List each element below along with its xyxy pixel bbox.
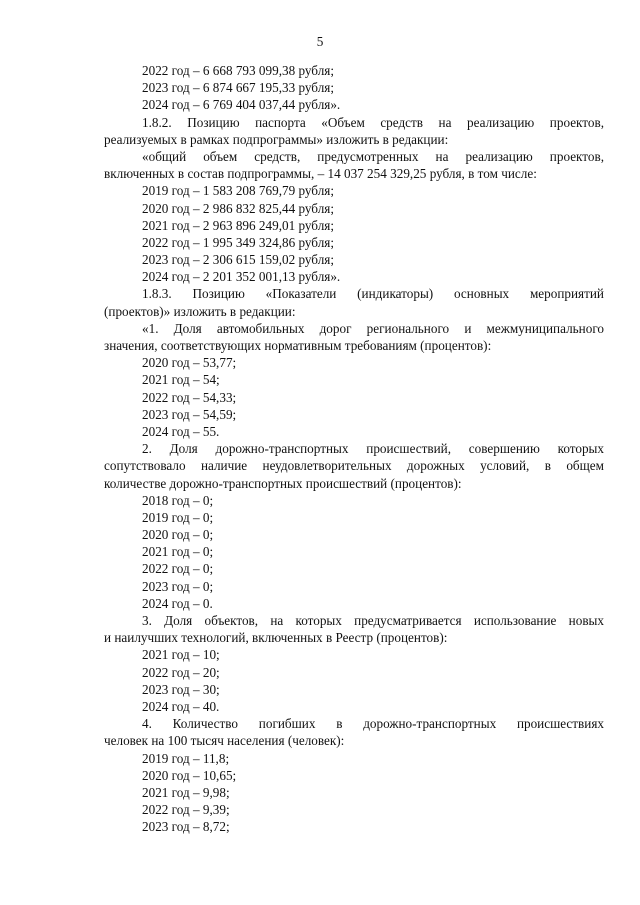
- text-line: «1. Доля автомобильных дорог регионального и межмуниципального: [142, 320, 604, 336]
- text-line: 4. Количество погибших в дорожно-транспортных происшествиях: [142, 716, 604, 732]
- text-line: 2023 год – 30;: [142, 681, 220, 697]
- text-line: включенных в состав подпрограммы, – 14 037 254 329,25 рубля, в том числе:: [104, 166, 537, 182]
- text-line: 2024 год – 0.: [142, 595, 213, 611]
- text-line: 2021 год – 9,98;: [142, 784, 230, 800]
- text-line: человек на 100 тысяч населения (человек):: [104, 733, 345, 749]
- text-line: 3. Доля объектов, на которых предусматривается использование новых: [142, 613, 604, 628]
- text-line: 2022 год – 6 668 793 099,38 рубля;: [142, 63, 335, 78]
- text-line: значения, соответствующих нормативным требованиям (процентов):: [104, 338, 492, 353]
- text-line: сопутствовало наличие неудовлетворительных дорожных условий, в общем: [104, 458, 604, 474]
- text-line: 2020 год – 10,65;: [142, 767, 237, 783]
- text-line: 2024 год – 40.: [142, 698, 220, 714]
- text-line: 2021 год – 10;: [142, 647, 220, 663]
- text-line: 2022 год – 9,39;: [142, 802, 230, 818]
- text-line: 2018 год – 0;: [142, 492, 214, 508]
- text-line: (проектов)» изложить в редакции:: [104, 303, 296, 319]
- text-line: 2022 год – 1 995 349 324,86 рубля;: [142, 234, 335, 250]
- text-line: «общий объем средств, предусмотренных на реализацию проектов,: [142, 148, 604, 164]
- text-line: 2022 год – 20;: [142, 664, 220, 680]
- text-line: 2022 год – 0;: [142, 561, 214, 577]
- text-line: 2022 год – 54,33;: [142, 389, 237, 405]
- text-line: 2020 год – 2 986 832 825,44 рубля;: [142, 200, 335, 216]
- text-line: 2023 год – 54,59;: [142, 406, 237, 422]
- text-line: реализуемых в рамках подпрограммы» изложить в редакции:: [104, 131, 449, 147]
- page-number: 5: [316, 34, 324, 49]
- document-body: [104, 62, 604, 835]
- text-line: 2023 год – 8,72;: [142, 819, 230, 835]
- text-line: 1.8.3. Позицию «Показатели (индикаторы) основных мероприятий: [142, 286, 604, 302]
- text-line: 2019 год – 11,8;: [142, 750, 230, 766]
- text-line: 2023 год – 2 306 615 159,02 рубля;: [142, 252, 335, 268]
- text-line: 2023 год – 6 874 667 195,33 рубля;: [142, 80, 335, 96]
- text-line: 2020 год – 53,77;: [142, 355, 237, 371]
- text-line: 2. Доля дорожно-транспортных происшествий, совершению которых: [142, 441, 604, 457]
- text-line: 1.8.2. Позицию паспорта «Объем средств на реализацию проектов,: [142, 114, 604, 130]
- text-line: 2023 год – 0;: [142, 578, 214, 594]
- text-line: 2020 год – 0;: [142, 527, 214, 543]
- text-line: количестве дорожно-транспортных происшествий (процентов):: [104, 475, 462, 491]
- text-line: 2021 год – 2 963 896 249,01 рубля;: [142, 217, 335, 233]
- text-line: 2024 год – 55.: [142, 423, 220, 439]
- text-line: и наилучших технологий, включенных в Реестр (процентов):: [104, 630, 448, 646]
- text-line: 2019 год – 1 583 208 769,79 рубля;: [142, 183, 335, 199]
- text-line: 2021 год – 54;: [142, 372, 220, 388]
- text-line: 2021 год – 0;: [142, 544, 214, 560]
- text-line: 2024 год – 6 769 404 037,44 рубля».: [142, 97, 341, 113]
- text-line: 2024 год – 2 201 352 001,13 рубля».: [142, 269, 341, 285]
- text-line: 2019 год – 0;: [142, 509, 214, 525]
